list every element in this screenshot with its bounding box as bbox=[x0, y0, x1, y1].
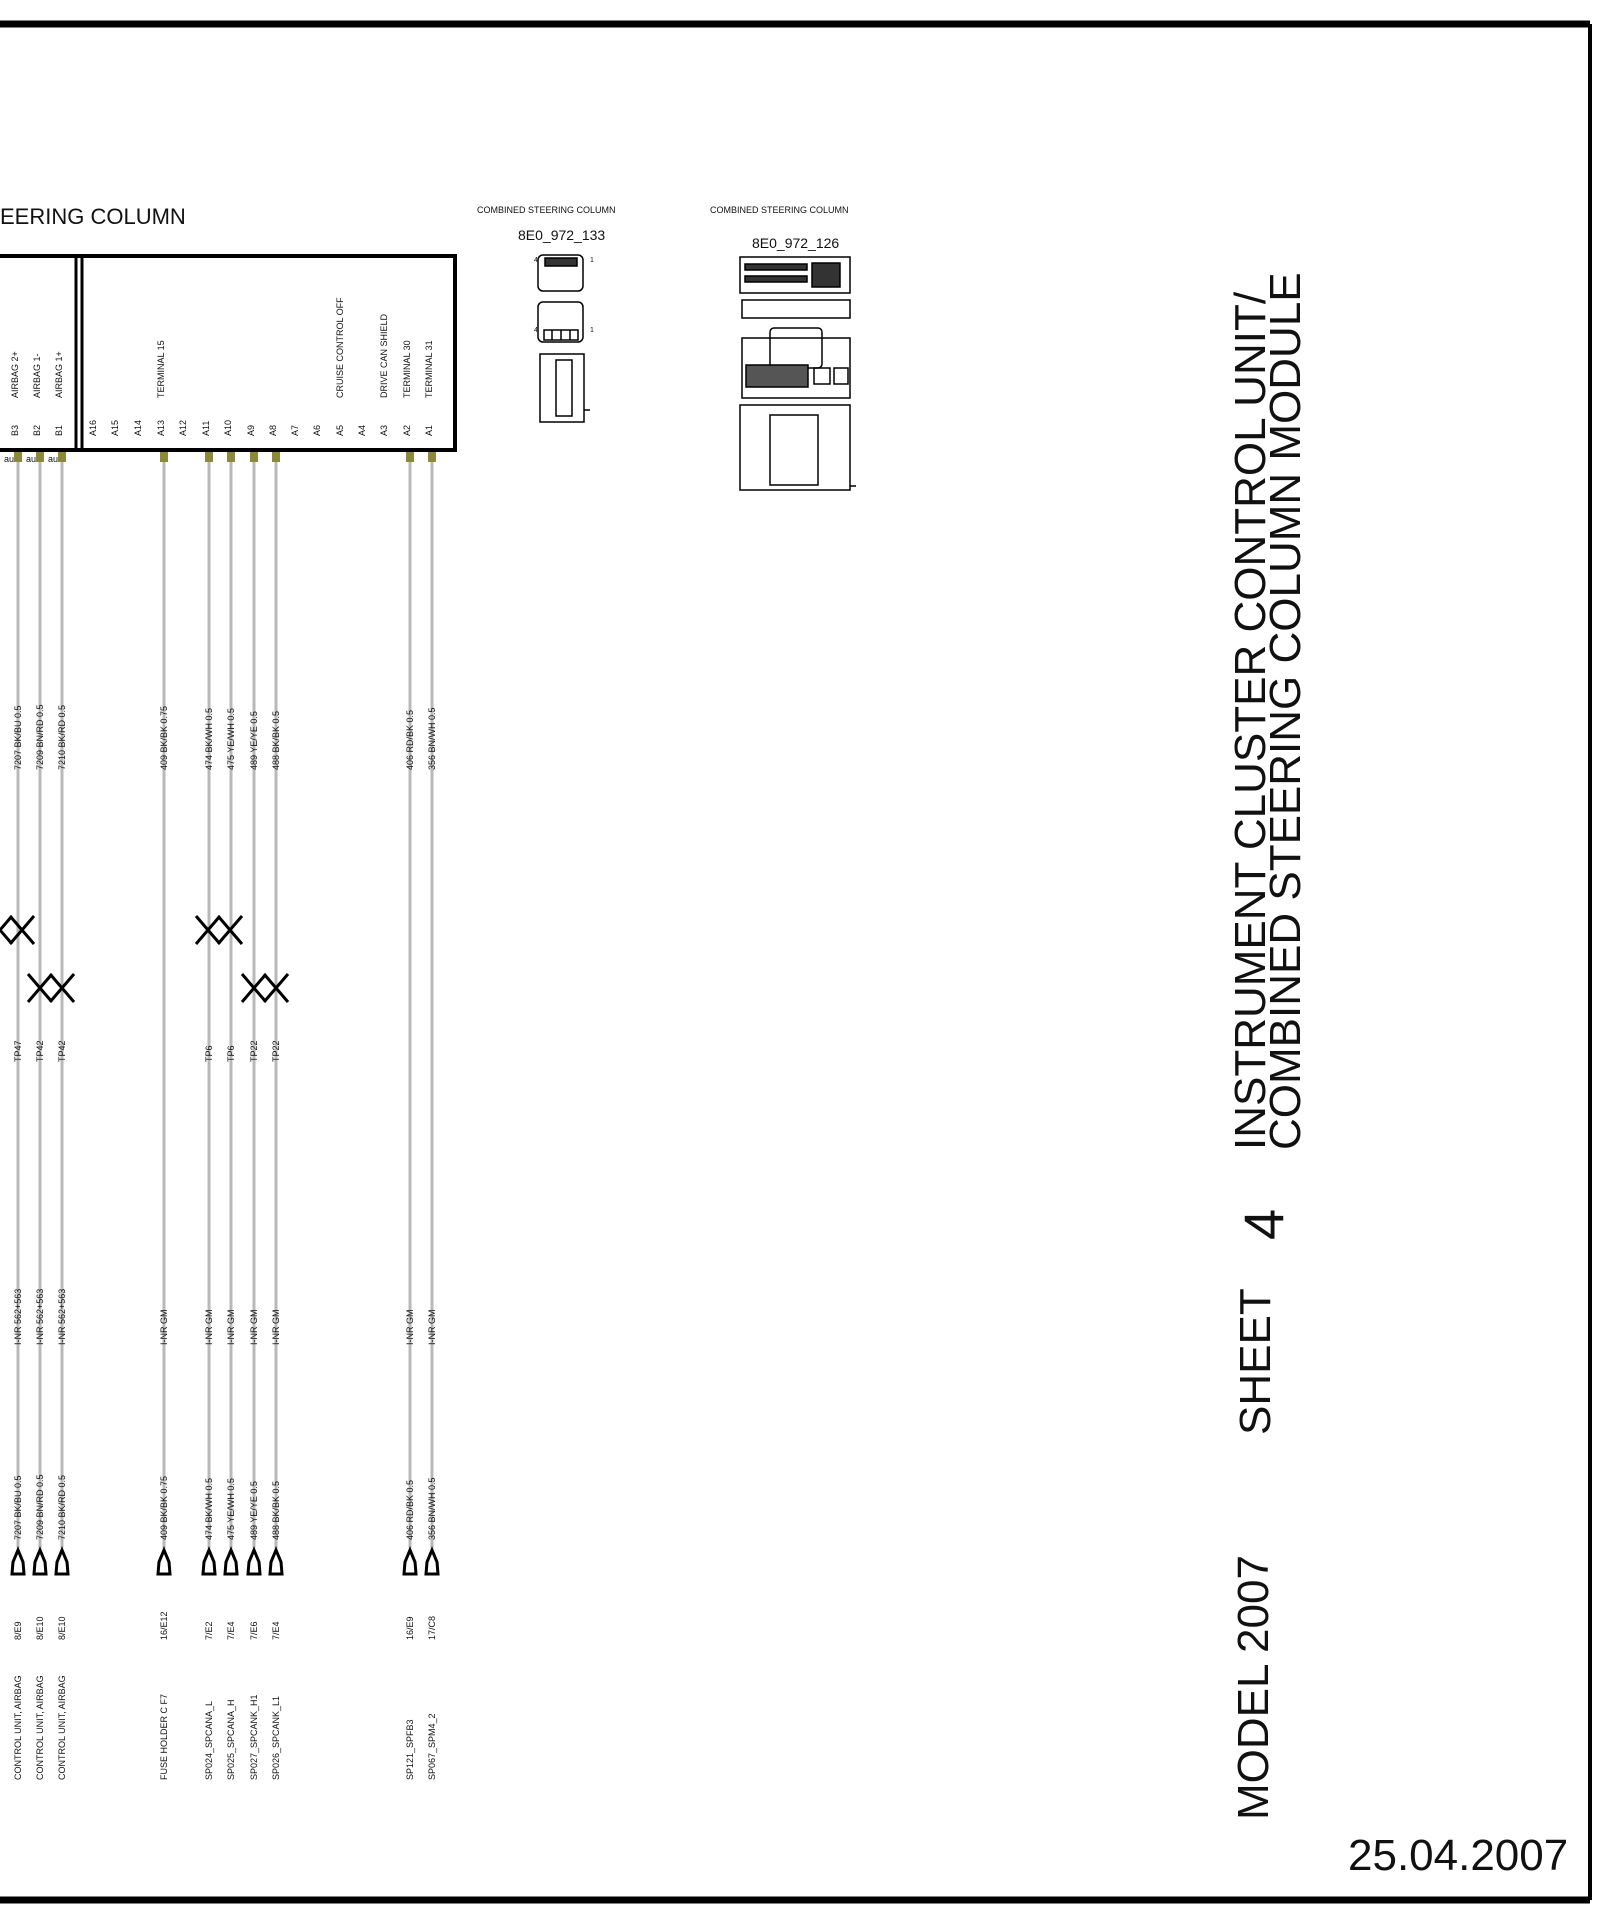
terminal-icon bbox=[158, 1550, 170, 1574]
wire-label-mid: I-NR GM bbox=[204, 1309, 214, 1345]
destination-label: SP027_SPCANK_H1 bbox=[249, 1694, 259, 1780]
wire-label-top: 474 BK/WH 0.5 bbox=[204, 707, 214, 770]
wire-label-mid: I-NR GM bbox=[427, 1309, 437, 1345]
test-point-label: TP6 bbox=[204, 1045, 214, 1062]
wire bbox=[248, 452, 260, 1780]
wire-label-mid: I-NR GM bbox=[159, 1309, 169, 1345]
wire-label-bottom: 488 BK/BK 0.5 bbox=[271, 1480, 281, 1540]
destination-label: SP024_SPCANA_L bbox=[204, 1700, 214, 1780]
connector1-caption: COMBINED STEERING COLUMN bbox=[477, 205, 616, 215]
wire-pin bbox=[58, 452, 66, 462]
grid-ref-label: 7/E2 bbox=[204, 1621, 214, 1640]
wire bbox=[225, 452, 237, 1780]
pin-label-b2: AIRBAG 1- bbox=[32, 353, 42, 398]
connector1-drawing bbox=[538, 255, 590, 422]
wire-label-top: 409 BK/BK 0.75 bbox=[159, 705, 169, 770]
pin-label-a1: TERMINAL 31 bbox=[424, 340, 434, 398]
wire-pin bbox=[227, 452, 235, 462]
wires-layer bbox=[0, 452, 438, 1780]
wire-label-bottom: 406 RD/BK 0.5 bbox=[405, 1479, 415, 1540]
title-line2: COMBINED STEERING COLUMN MODULE bbox=[1261, 272, 1310, 1150]
pin-id-a3: A3 bbox=[379, 424, 389, 436]
grid-ref-label: 8/E9 bbox=[13, 1621, 23, 1640]
pin-label-a3: DRIVE CAN SHIELD bbox=[379, 313, 389, 398]
test-point-label: TP47 bbox=[13, 1040, 23, 1062]
connector2-drawing bbox=[740, 257, 856, 490]
pin-label-b1: AIRBAG 1+ bbox=[54, 351, 64, 398]
title-line1: INSTRUMENT CLUSTER CONTROL UNIT/ bbox=[1226, 291, 1275, 1150]
wire bbox=[404, 452, 416, 1780]
pin-label-a2: TERMINAL 30 bbox=[402, 340, 412, 398]
wire-pin bbox=[160, 452, 168, 462]
wire-label-mid: I-NR 562+563 bbox=[13, 1288, 23, 1345]
grid-ref-label: 16/E12 bbox=[159, 1611, 169, 1640]
destination-label: SP025_SPCANA_H bbox=[226, 1699, 236, 1780]
wire-pin bbox=[14, 452, 22, 462]
wire-pin bbox=[406, 452, 414, 462]
wire-label-top: 406 RD/BK 0.5 bbox=[405, 709, 415, 770]
connector1-pin4: 4 bbox=[534, 257, 538, 264]
destination-label: CONTROL UNIT, AIRBAG bbox=[57, 1675, 67, 1780]
wire-pin bbox=[428, 452, 436, 462]
test-point-label: TP42 bbox=[35, 1040, 45, 1062]
au-label: au bbox=[48, 454, 59, 464]
au-label: au bbox=[4, 454, 15, 464]
wire-label-top: 488 BK/BK 0.5 bbox=[271, 710, 281, 770]
twisted-pair-icon bbox=[196, 916, 242, 944]
wire-label-mid: I-NR 562+563 bbox=[35, 1288, 45, 1345]
wire-label-bottom: 474 BK/WH 0.5 bbox=[204, 1477, 214, 1540]
wire bbox=[158, 452, 170, 1780]
pin-id-a11: A11 bbox=[201, 420, 211, 436]
pin-id-b3: B3 bbox=[10, 424, 20, 436]
wire-label-bottom: 356 BN/WH 0.5 bbox=[427, 1477, 437, 1540]
pin-id-a16: A16 bbox=[88, 419, 98, 436]
pin-id-b1: B1 bbox=[54, 424, 64, 436]
module-title: EERING COLUMN bbox=[0, 204, 186, 229]
wire-label-top: 489 YE/YE 0.5 bbox=[249, 711, 259, 770]
terminal-icon bbox=[56, 1550, 68, 1574]
destination-label: CONTROL UNIT, AIRBAG bbox=[13, 1675, 23, 1780]
wire-label-bottom: 7210 BK/RD 0.5 bbox=[57, 1474, 67, 1540]
date-label: 25.04.2007 bbox=[1348, 1831, 1569, 1880]
wire-label-mid: I-NR 562+563 bbox=[57, 1288, 67, 1345]
title-block bbox=[1226, 272, 1568, 1880]
pin-label-b3: AIRBAG 2+ bbox=[10, 351, 20, 398]
wire-label-top: 356 BN/WH 0.5 bbox=[427, 707, 437, 770]
destination-label: SP067_SPM4_2 bbox=[427, 1713, 437, 1780]
wire-label-top: 7207 BK/BU 0.5 bbox=[13, 705, 23, 770]
test-point-label: TP22 bbox=[249, 1040, 259, 1062]
wire-label-mid: I-NR GM bbox=[226, 1309, 236, 1345]
terminal-icon bbox=[225, 1550, 237, 1574]
wire bbox=[56, 452, 68, 1780]
wire-label-top: 475 YE/WH 0.5 bbox=[226, 708, 236, 770]
connector-8e0-972-126 bbox=[710, 205, 856, 490]
connector1-pin1b: 1 bbox=[590, 327, 594, 334]
terminal-icon bbox=[270, 1550, 282, 1574]
wire-label-bottom: 409 BK/BK 0.75 bbox=[159, 1475, 169, 1540]
wire-label-mid: I-NR GM bbox=[249, 1309, 259, 1345]
terminal-icon bbox=[426, 1550, 438, 1574]
wire bbox=[203, 452, 215, 1780]
wire-pin bbox=[36, 452, 44, 462]
wire-label-mid: I-NR GM bbox=[405, 1309, 415, 1345]
pin-id-a1: A1 bbox=[424, 424, 434, 436]
pin-id-a10: A10 bbox=[223, 419, 233, 436]
steering-column-connector bbox=[0, 256, 455, 450]
au-label: au bbox=[26, 454, 37, 464]
connector-8e0-972-133 bbox=[477, 205, 616, 422]
pin-id-a5: A5 bbox=[335, 424, 345, 436]
wire bbox=[12, 452, 24, 1780]
wire-label-top: 7210 BK/RD 0.5 bbox=[57, 704, 67, 770]
terminal-icon bbox=[248, 1550, 260, 1574]
connector1-pin1: 1 bbox=[590, 257, 594, 264]
test-point-label: TP6 bbox=[226, 1045, 236, 1062]
connector2-caption: COMBINED STEERING COLUMN bbox=[710, 205, 849, 215]
wire bbox=[426, 452, 438, 1780]
pin-label-a13: TERMINAL 15 bbox=[156, 340, 166, 398]
wire bbox=[34, 452, 46, 1780]
grid-ref-label: 8/E10 bbox=[57, 1616, 67, 1640]
test-point-label: TP22 bbox=[271, 1040, 281, 1062]
pin-id-a15: A15 bbox=[110, 419, 120, 436]
wire-label-bottom: 7207 BK/BU 0.5 bbox=[13, 1475, 23, 1540]
pin-id-a8: A8 bbox=[268, 424, 278, 436]
destination-label: CONTROL UNIT, AIRBAG bbox=[35, 1675, 45, 1780]
pin-id-a14: A14 bbox=[133, 419, 143, 436]
wire-label-bottom: 475 YE/WH 0.5 bbox=[226, 1478, 236, 1540]
test-point-label: TP42 bbox=[57, 1040, 67, 1062]
twisted-pair-icon bbox=[242, 974, 288, 1002]
grid-ref-label: 16/E9 bbox=[405, 1616, 415, 1640]
connector2-part: 8E0_972_126 bbox=[752, 235, 840, 251]
wire-label-mid: I-NR GM bbox=[271, 1309, 281, 1345]
pin-id-a2: A2 bbox=[402, 424, 412, 436]
grid-ref-label: 7/E4 bbox=[271, 1621, 281, 1640]
pin-id-a12: A12 bbox=[178, 419, 188, 436]
destination-label: SP026_SPCANK_L1 bbox=[271, 1695, 281, 1780]
wire-pin bbox=[250, 452, 258, 462]
pin-label-a5: CRUISE CONTROL OFF bbox=[335, 297, 345, 398]
wire bbox=[270, 452, 282, 1780]
destination-label: FUSE HOLDER C F7 bbox=[159, 1693, 169, 1780]
pin-id-a13: A13 bbox=[156, 419, 166, 436]
grid-ref-label: 8/E10 bbox=[35, 1616, 45, 1640]
terminal-icon bbox=[12, 1550, 24, 1574]
pin-id-a7: A7 bbox=[290, 424, 300, 436]
wire-pin bbox=[272, 452, 280, 462]
terminal-icon bbox=[34, 1550, 46, 1574]
grid-ref-label: 7/E6 bbox=[249, 1621, 259, 1640]
sheet-number: 4 bbox=[1232, 1208, 1295, 1240]
pin-id-b2: B2 bbox=[32, 424, 42, 436]
pin-id-a9: A9 bbox=[246, 424, 256, 436]
sheet-label: SHEET bbox=[1231, 1288, 1280, 1435]
terminal-icon bbox=[404, 1550, 416, 1574]
connector1-part: 8E0_972_133 bbox=[518, 227, 606, 243]
twisted-pair-icon bbox=[28, 974, 74, 1002]
pin-id-a4: A4 bbox=[357, 424, 367, 436]
destination-label: SP121_SPFB3 bbox=[405, 1719, 415, 1780]
wire-label-bottom: 489 YE/YE 0.5 bbox=[249, 1481, 259, 1540]
wire-pin bbox=[205, 452, 213, 462]
connector1-pin4b: 4 bbox=[534, 327, 538, 334]
wire-label-top: 7209 BN/RD 0.5 bbox=[35, 704, 45, 770]
grid-ref-label: 17/C8 bbox=[427, 1615, 437, 1640]
wire-label-bottom: 7209 BN/RD 0.5 bbox=[35, 1474, 45, 1540]
grid-ref-label: 7/E4 bbox=[226, 1621, 236, 1640]
pin-id-a6: A6 bbox=[312, 424, 322, 436]
pin-labels bbox=[10, 297, 434, 436]
terminal-icon bbox=[203, 1550, 215, 1574]
model-label: MODEL 2007 bbox=[1229, 1555, 1278, 1820]
